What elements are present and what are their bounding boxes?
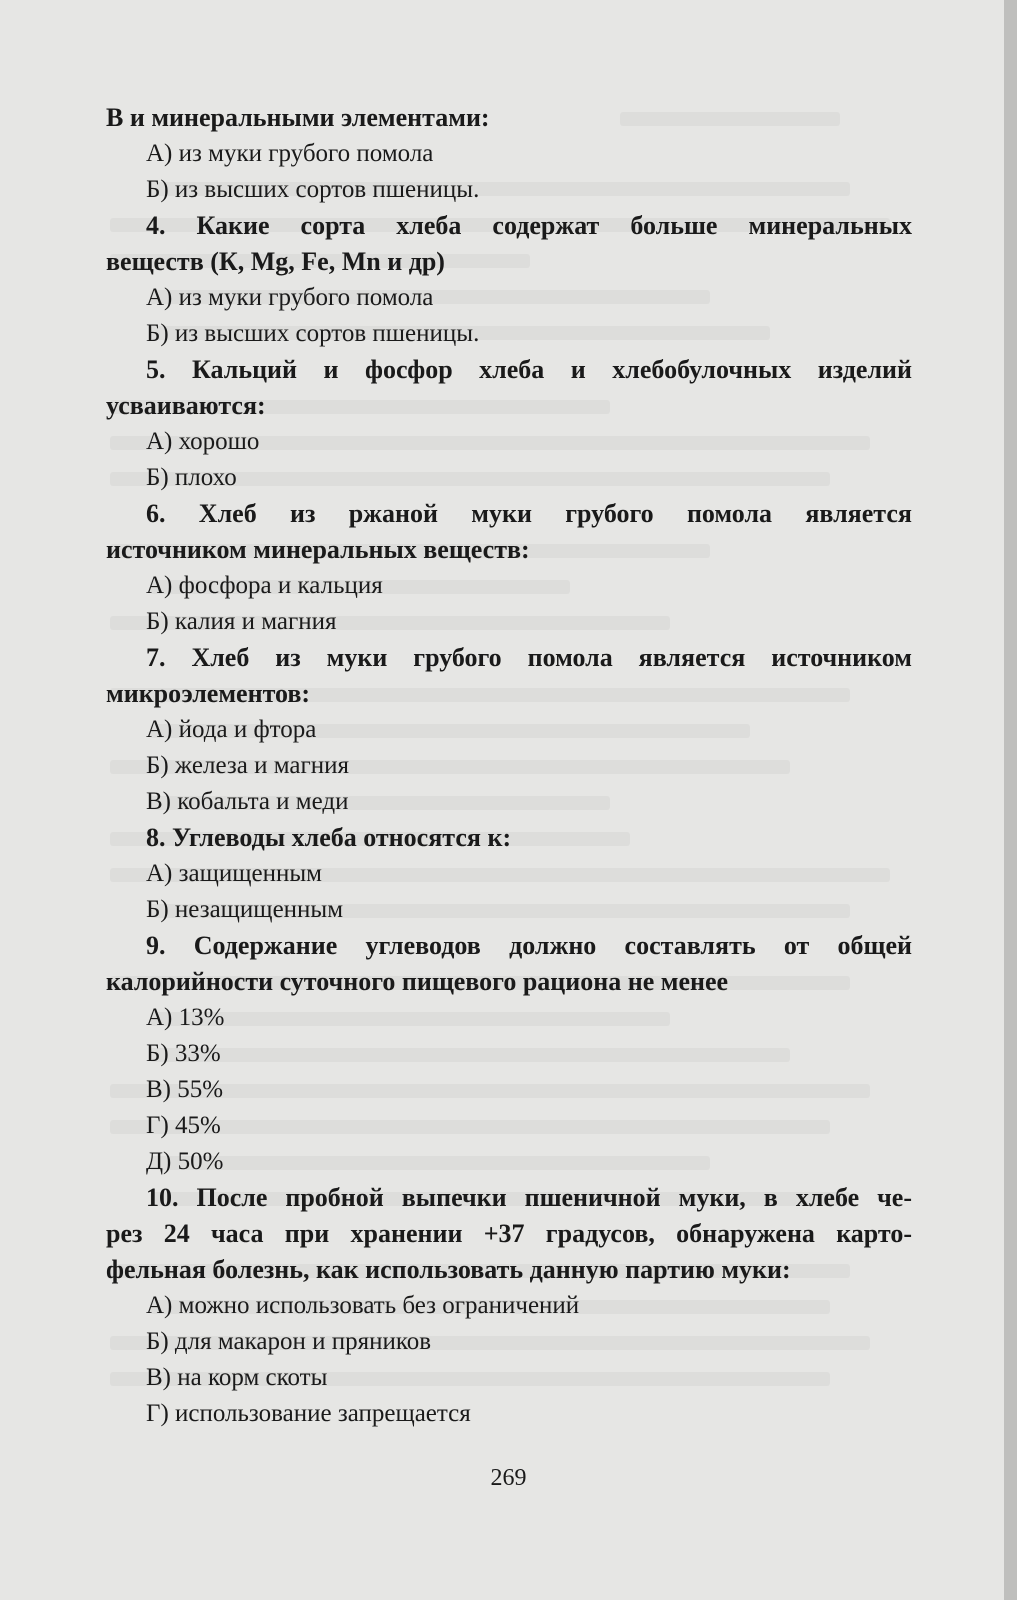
answer-option: А) 13% xyxy=(146,1004,225,1031)
answer-option: В) на корм скоты xyxy=(146,1364,328,1391)
answer-option: Б) для макарон и пряников xyxy=(146,1328,432,1355)
question-line: фельная болезнь, как использовать данную партию муки: xyxy=(106,1255,791,1284)
question-line: 8. Углеводы хлеба относятся к: xyxy=(146,823,512,852)
question-line: 6. Хлеб из ржаной муки грубого помола является xyxy=(146,499,912,528)
answer-option: Б) калия и магния xyxy=(146,608,337,635)
answer-option: А) защищенным xyxy=(146,860,322,887)
answer-option: А) йода и фтора xyxy=(146,716,317,743)
answer-option: Б) 33% xyxy=(146,1040,221,1067)
answer-option: Б) железа и магния xyxy=(146,752,349,779)
question-line: 10. После пробной выпечки пшеничной муки, в хлебе че- xyxy=(146,1183,912,1212)
question-line: 9. Содержание углеводов должно составлять от общей xyxy=(146,931,912,960)
question-line: источником минеральных веществ: xyxy=(106,535,530,564)
question-line: рез 24 часа при хранении +37 градусов, обнаружена карто- xyxy=(106,1219,912,1248)
answer-option: Б) из высших сортов пшеницы. xyxy=(146,320,480,347)
question-line: В и минеральными элементами: xyxy=(106,103,490,132)
question-line: 4. Какие сорта хлеба содержат больше минеральных xyxy=(146,211,912,240)
question-line: 7. Хлеб из муки грубого помола является источником xyxy=(146,643,912,672)
page-content xyxy=(106,100,912,1432)
question-line: усваиваются: xyxy=(106,391,266,420)
page-number: 269 xyxy=(490,1465,527,1491)
question-line: веществ (К, Mg, Fe, Mn и др) xyxy=(106,247,445,276)
answer-option: А) можно использовать без ограничений xyxy=(146,1292,580,1319)
answer-option: А) фосфора и кальция xyxy=(146,572,383,599)
answer-option: Г) использование запрещается xyxy=(146,1400,471,1427)
answer-option: Б) плохо xyxy=(146,464,237,491)
question-line: калорийности суточного пищевого рациона не менее xyxy=(106,967,729,996)
question-line: 5. Кальций и фосфор хлеба и хлебобулочных изделий xyxy=(146,355,912,384)
answer-option: А) из муки грубого помола xyxy=(146,140,434,167)
page-edge xyxy=(1004,0,1017,1600)
answer-option: Б) незащищенным xyxy=(146,896,344,923)
answer-option: Д) 50% xyxy=(146,1148,224,1175)
answer-option: Г) 45% xyxy=(146,1112,221,1139)
answer-option: Б) из высших сортов пшеницы. xyxy=(146,176,480,203)
answer-option: В) 55% xyxy=(146,1076,224,1103)
answer-option: В) кобальта и меди xyxy=(146,788,349,815)
answer-option: А) хорошо xyxy=(146,428,260,455)
question-line: микроэлементов: xyxy=(106,679,311,708)
answer-option: А) из муки грубого помола xyxy=(146,284,434,311)
